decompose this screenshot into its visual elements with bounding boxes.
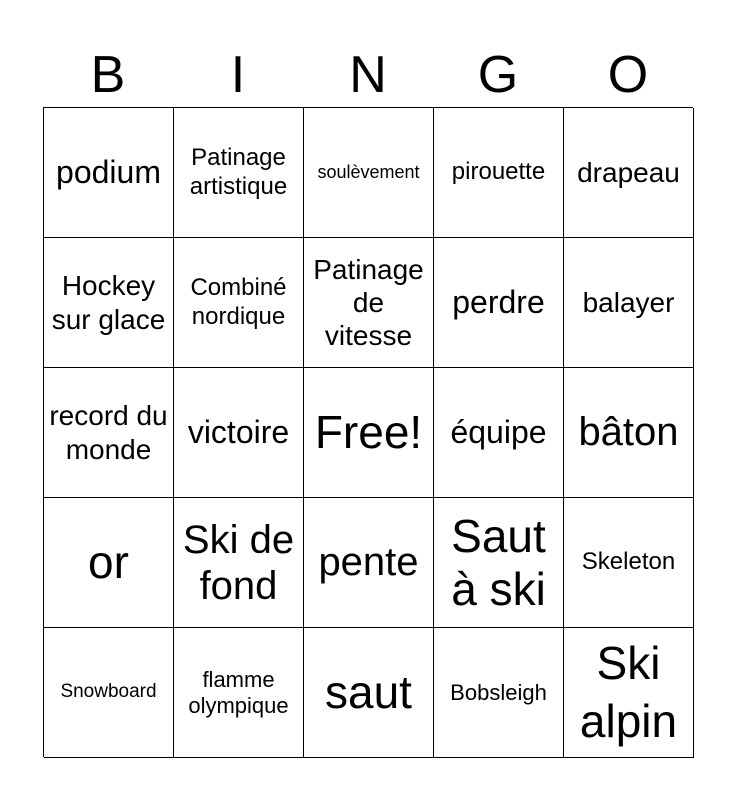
bingo-cell[interactable]: Ski alpin <box>564 628 694 758</box>
bingo-cell[interactable]: Patinage artistique <box>174 108 304 238</box>
bingo-cell[interactable]: Hockey sur glace <box>44 238 174 368</box>
bingo-cell[interactable]: or <box>44 498 174 628</box>
bingo-cell[interactable]: Snowboard <box>44 628 174 758</box>
bingo-cell[interactable]: flamme olympique <box>174 628 304 758</box>
bingo-board <box>43 107 693 757</box>
bingo-header <box>43 42 693 108</box>
bingo-cell[interactable]: perdre <box>434 238 564 368</box>
bingo-cell[interactable]: Patinage de vitesse <box>304 238 434 368</box>
header-letter-g: G <box>477 46 519 104</box>
header-letter-n: N <box>349 46 387 104</box>
free-cell[interactable]: Free! <box>304 368 434 498</box>
bingo-cell[interactable]: drapeau <box>564 108 694 238</box>
header-letter-o: O <box>607 46 649 104</box>
bingo-cell[interactable]: Skeleton <box>564 498 694 628</box>
header-letter-b: B <box>90 46 126 104</box>
bingo-cell[interactable]: Combiné nordique <box>174 238 304 368</box>
bingo-cell[interactable]: Ski de fond <box>174 498 304 628</box>
bingo-cell[interactable]: pente <box>304 498 434 628</box>
bingo-cell[interactable]: équipe <box>434 368 564 498</box>
bingo-cell[interactable]: podium <box>44 108 174 238</box>
bingo-cell[interactable]: Bobsleigh <box>434 628 564 758</box>
bingo-cell[interactable]: Saut à ski <box>434 498 564 628</box>
bingo-cell[interactable]: bâton <box>564 368 694 498</box>
bingo-cell[interactable]: pirouette <box>434 108 564 238</box>
bingo-cell[interactable]: soulèvement <box>304 108 434 238</box>
bingo-cell[interactable]: victoire <box>174 368 304 498</box>
bingo-cell[interactable]: balayer <box>564 238 694 368</box>
header-letter-i: I <box>230 46 246 104</box>
bingo-cell[interactable]: record du monde <box>44 368 174 498</box>
bingo-cell[interactable]: saut <box>304 628 434 758</box>
